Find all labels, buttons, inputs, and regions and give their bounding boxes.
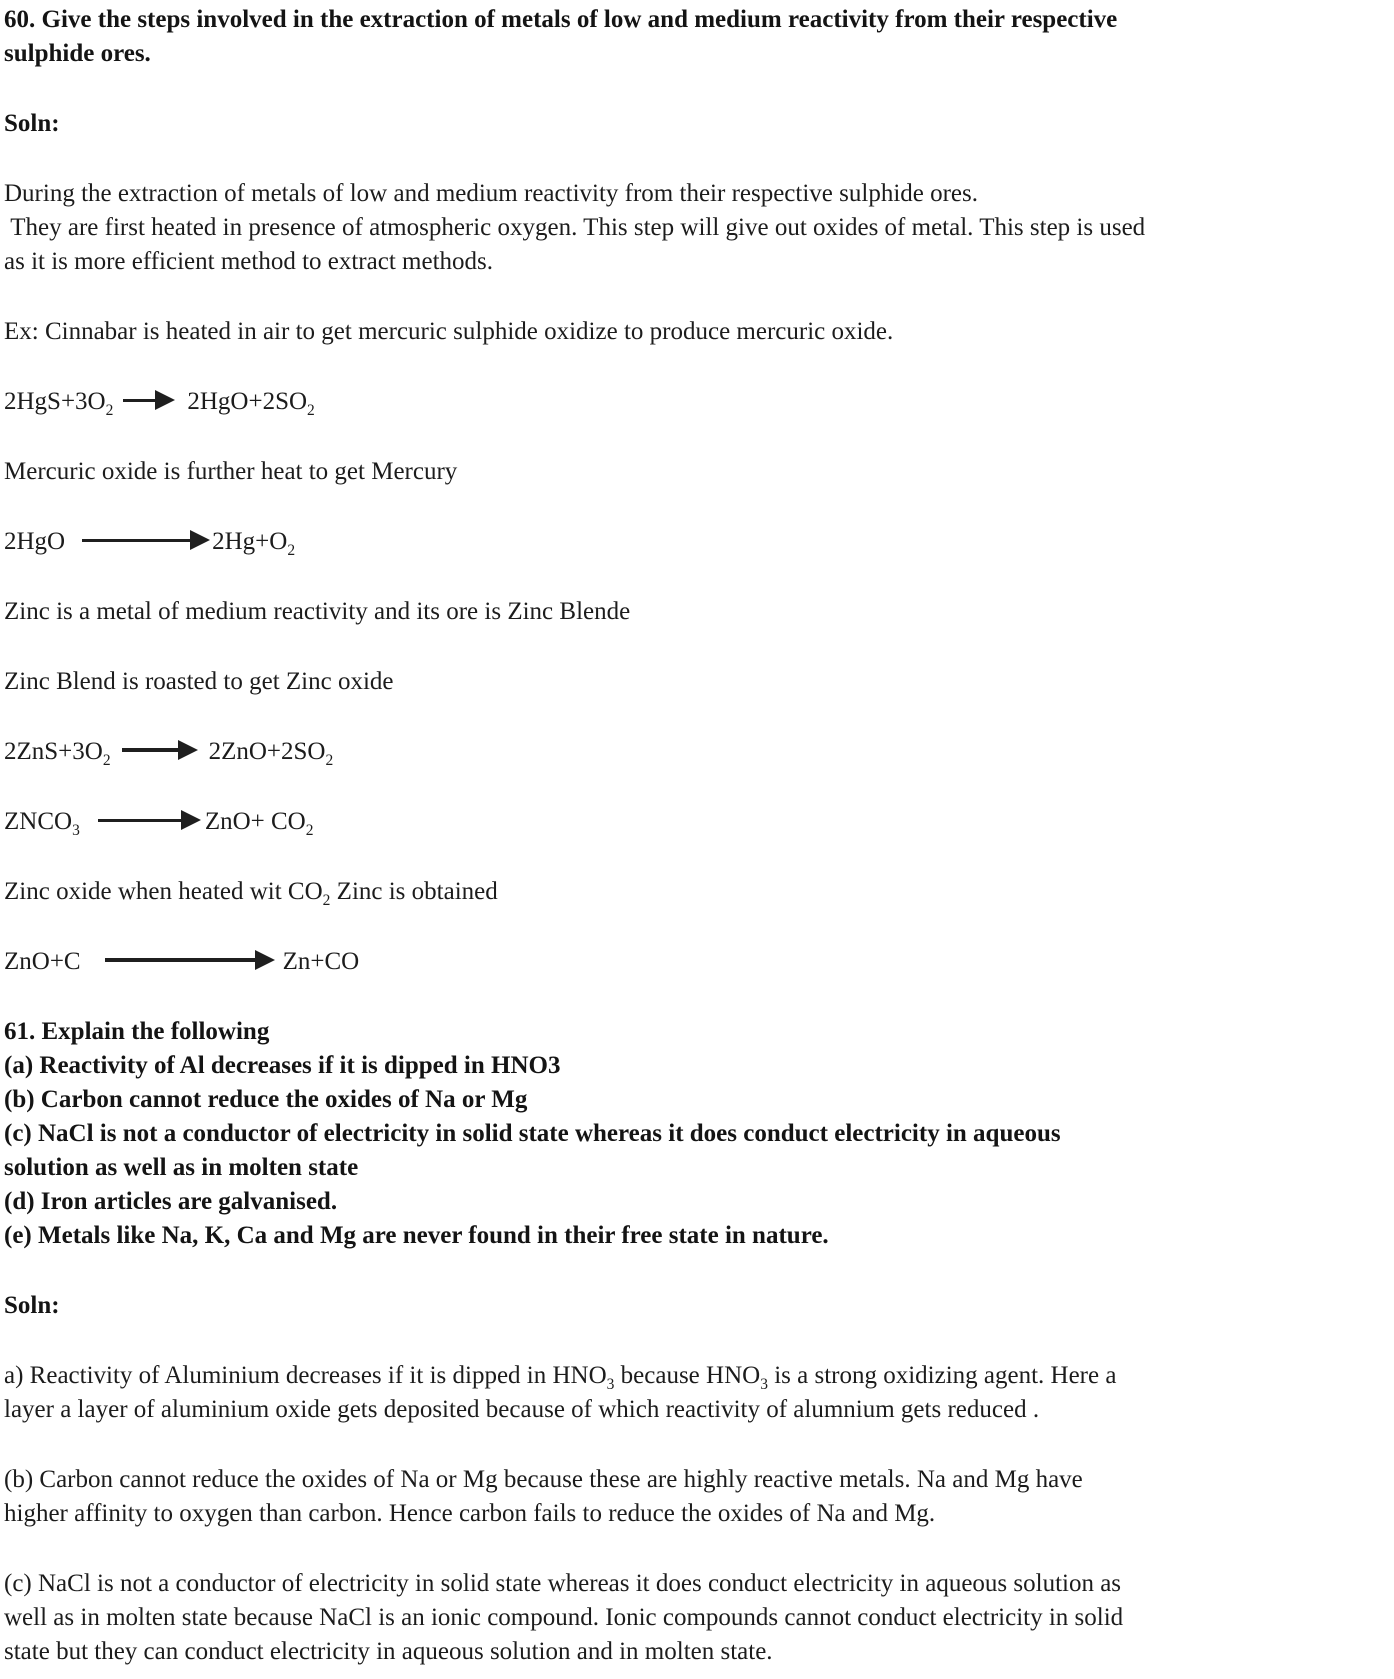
equation-rhs: Zn+CO bbox=[282, 948, 360, 975]
q60-zinc-note-2: Zinc Blend is roasted to get Zinc oxide bbox=[4, 668, 394, 695]
right-arrow-icon bbox=[82, 530, 210, 550]
equation-rhs: $2ZnO+2SO_2$ bbox=[208, 738, 334, 769]
q61-answer-b: (b) Carbon cannot reduce the oxides of Na or Mg because these are highly reactive metals. Na and Mg have higher affinity to oxygen than carbon. Hence carbon fails to reduce the oxides of Na and Mg. bbox=[4, 1466, 1083, 1527]
question-60-heading: 60. Give the steps involved in the extraction of metals of low and medium reactivity from their respective sulphide ores. bbox=[4, 6, 1118, 67]
q60-mercuric-note: Mercuric oxide is further heat to get Mercury bbox=[4, 458, 458, 485]
equation-lhs: 2HgO bbox=[4, 528, 66, 555]
equation-mercuric-sulphide-roasting bbox=[4, 385, 1389, 419]
equation-rhs: $2HgO+2SO_2$ bbox=[187, 388, 315, 419]
equation-zinc-oxide-reduction bbox=[4, 945, 1389, 979]
q60-example-line: Ex: Cinnabar is heated in air to get mercuric sulphide oxidize to produce mercuric oxide. bbox=[4, 318, 894, 345]
right-arrow-icon bbox=[122, 740, 198, 760]
right-arrow-icon bbox=[123, 390, 175, 410]
equation-lhs: ZnO+C bbox=[4, 948, 81, 975]
equation-lhs: $ZNCO_3$ bbox=[4, 808, 80, 839]
equation-mercuric-oxide-decomposition bbox=[4, 525, 1389, 559]
right-arrow-icon bbox=[98, 810, 201, 830]
equation-zinc-blende-roasting bbox=[4, 735, 1389, 769]
q60-soln-label: Soln: bbox=[4, 110, 60, 137]
equation-rhs: $2Hg+O_2$ bbox=[212, 528, 296, 559]
q60-zinc-note-3: Zinc oxide when heated wit $CO_2$ Zinc is obtained bbox=[4, 878, 498, 909]
equation-zinc-carbonate-calcination bbox=[4, 805, 1389, 839]
q61-soln-label: Soln: bbox=[4, 1292, 60, 1319]
equation-lhs: $2HgS+3O_2$ bbox=[4, 388, 114, 419]
right-arrow-icon bbox=[105, 950, 275, 970]
equation-lhs: $2ZnS+3O_2$ bbox=[4, 738, 111, 769]
q60-intro-paragraph: During the extraction of metals of low and medium reactivity from their respective sulphide ores. They are first heated in presence of atmospheric oxygen. This step will give out oxides of metal. This step is used as it is more efficient method to extract methods. bbox=[4, 180, 1146, 275]
equation-rhs: $ZnO+ CO_2$ bbox=[204, 808, 314, 839]
q61-answer-a: a) Reactivity of Aluminium decreases if it is dipped in $HNO_3$ because $HNO_3$ is a strong oxidizing agent. Here a layer a layer of aluminium oxide gets deposited because of which reactivity of alumnium gets reduced . bbox=[4, 1362, 1117, 1423]
question-61-heading: 61. Explain the following (a) Reactivity of Al decreases if it is dipped in HNO3 (b) Carbon cannot reduce the oxides of Na or Mg (c) NaCl is not a conductor of electricity in solid state whereas it does conduct electricity in aqueous solution as well as in molten state (d) Iron articles are galvanised. (e) Metals like Na, K, Ca and Mg are never found in their free state in nature. bbox=[4, 1018, 1061, 1249]
q60-zinc-note-1: Zinc is a metal of medium reactivity and its ore is Zinc Blende bbox=[4, 598, 631, 625]
q61-answer-c: (c) NaCl is not a conductor of electricity in solid state whereas it does conduct electricity in aqueous solution as well as in molten state because NaCl is an ionic compound. Ionic compounds cannot conduct electricity in solid state but they can conduct electricity in aqueous solution and in molten state. bbox=[4, 1570, 1124, 1665]
